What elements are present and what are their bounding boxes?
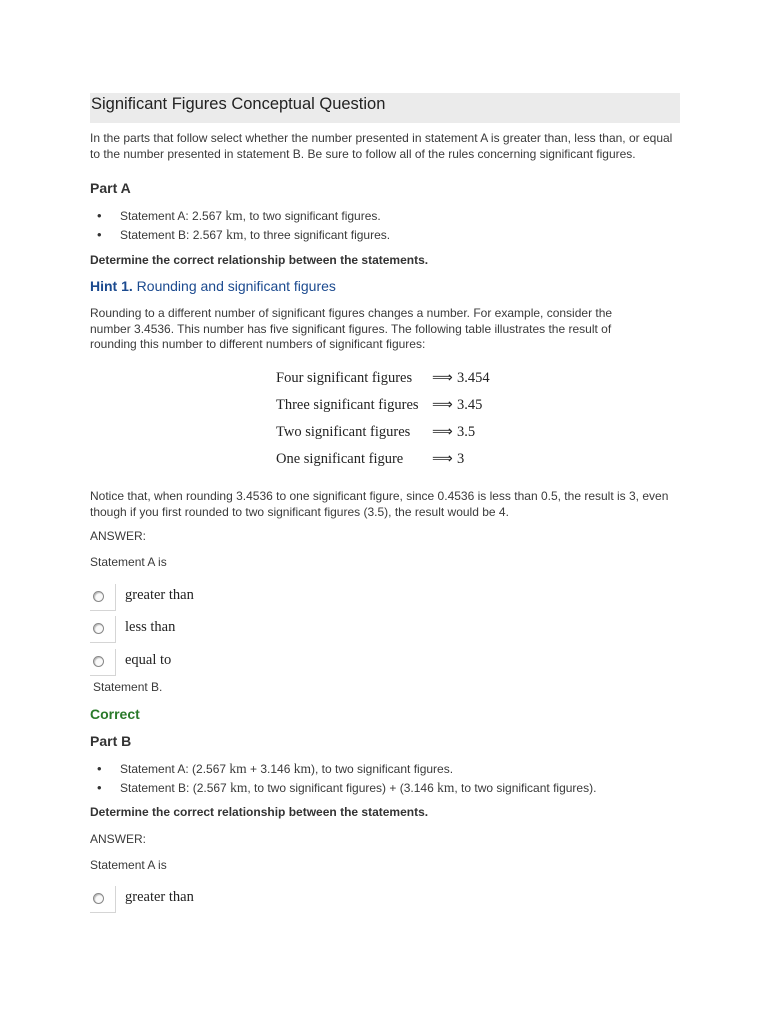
part-b-answer-label: ANSWER:	[90, 832, 147, 846]
option-label: greater than	[125, 587, 194, 603]
part-a-statement-a: • Statement A: 2.567 km, to two significant figures.	[90, 208, 390, 227]
rounding-row: Four significant figures ⟹ 3.454	[276, 370, 490, 386]
part-a-statements	[90, 208, 390, 246]
hint-number: Hint 1.	[90, 278, 133, 294]
page-title: Significant Figures Conceptual Question	[90, 93, 680, 123]
radio-button[interactable]	[93, 656, 104, 667]
radio-button[interactable]	[93, 893, 104, 904]
part-b-statements	[90, 761, 596, 799]
option-label: less than	[125, 619, 176, 635]
option-label: equal to	[125, 652, 172, 668]
question-page	[90, 93, 680, 905]
part-b-statement-a: • Statement A: (2.567 km + 3.146 km), to two significant figures.	[90, 761, 596, 780]
hint-title: Rounding and significant figures	[136, 278, 336, 294]
intro-text: In the parts that follow select whether the number presented in statement A is greater than, less than, or equal to the number presented in statement B. Be sure to follow all of the rules concerning significant figures.	[90, 131, 673, 161]
notice-text: Notice that, when rounding 3.4536 to one significant figure, since 0.4536 is less than 0.5, the result is 3, even though if you first rounded to two significant figures (3.5), the result would be 4.	[90, 489, 669, 519]
radio-button[interactable]	[93, 591, 104, 602]
rounding-table	[276, 365, 490, 473]
option-label: greater than	[125, 889, 194, 905]
answer-label: ANSWER:	[90, 529, 147, 543]
statement-a-is: Statement A is	[90, 555, 167, 569]
radio-button[interactable]	[93, 623, 104, 634]
correct-feedback: Correct	[90, 706, 140, 722]
part-b-statement-a-is: Statement A is	[90, 858, 167, 872]
statement-b-label: Statement B.	[93, 680, 163, 694]
hint-text: Rounding to a different number of significant figures changes a number. For example, consider the number 3.4536. This number has five significant figures. The following table illustrates the result of rounding this number to different numbers of significant figures:	[90, 306, 613, 351]
part-b-statement-b: • Statement B: (2.567 km, to two significant figures) + (3.146 km, to two significant figures).	[90, 780, 596, 799]
rounding-row: Two significant figures ⟹ 3.5	[276, 424, 476, 440]
rounding-row: Three significant figures ⟹ 3.45	[276, 397, 483, 413]
part-a-statement-b: • Statement B: 2.567 km, to three significant figures.	[90, 227, 390, 246]
hint-toggle[interactable]	[90, 278, 336, 294]
part-a-title: Part A	[90, 180, 131, 196]
rounding-row: One significant figure ⟹ 3	[276, 451, 465, 467]
part-a-question: Determine the correct relationship between the statements.	[90, 253, 429, 267]
part-b-question: Determine the correct relationship between the statements.	[90, 805, 429, 819]
part-b-title: Part B	[90, 733, 132, 749]
